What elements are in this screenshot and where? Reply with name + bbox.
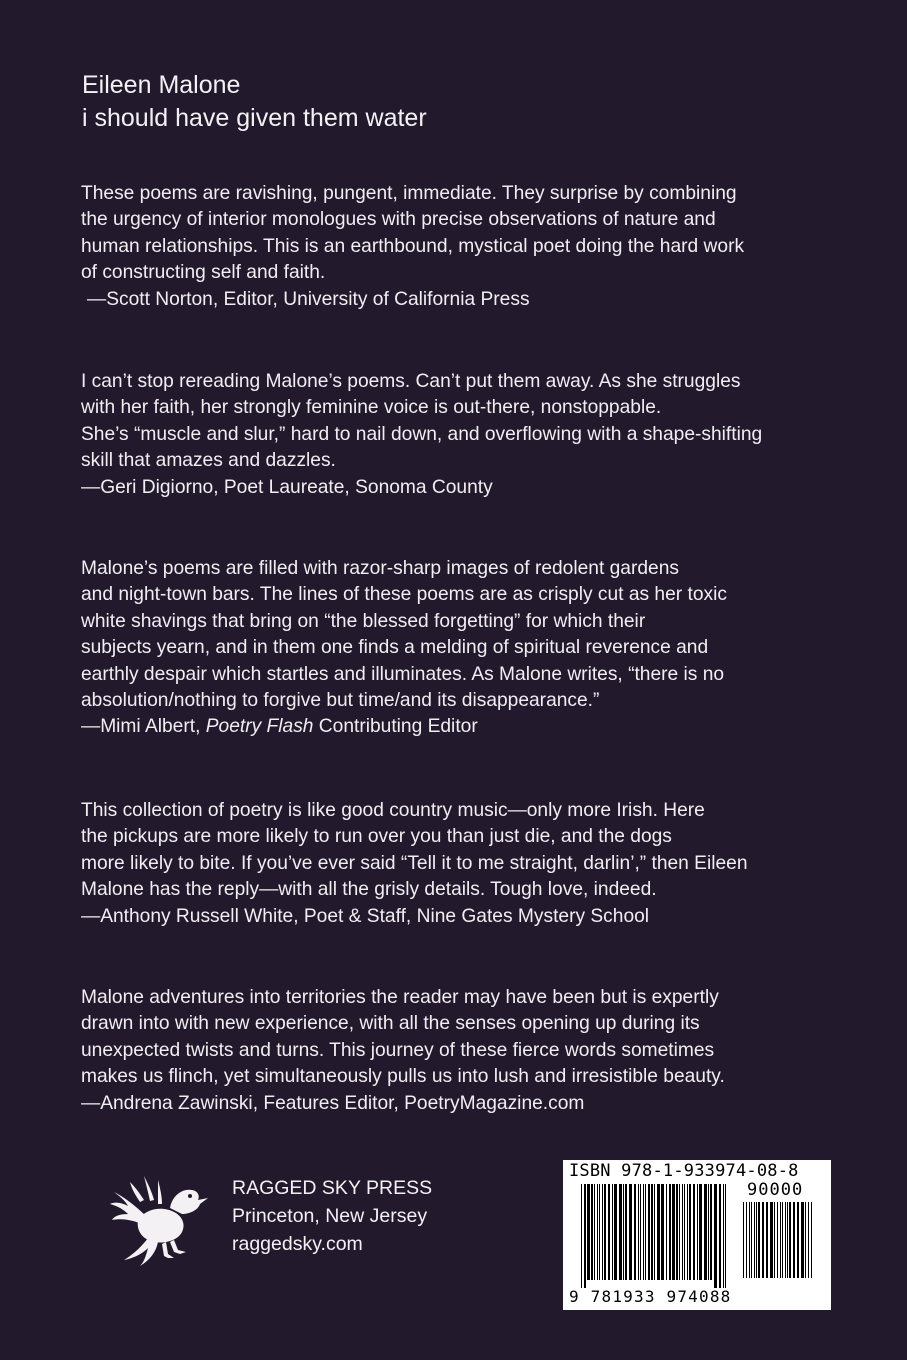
barcode-bar [638, 1184, 639, 1280]
barcode-bar [704, 1184, 707, 1280]
barcode-bars [581, 1184, 731, 1288]
barcode-bar [793, 1202, 795, 1278]
barcode-bar [758, 1202, 760, 1278]
blurb-attribution: —Geri Digiorno, Poet Laureate, Sonoma County [81, 476, 493, 498]
barcode-bar [645, 1184, 646, 1280]
barcode-bar [687, 1184, 688, 1280]
barcode-bar [697, 1184, 698, 1280]
barcode-bar [599, 1184, 600, 1280]
barcode-bar [684, 1184, 685, 1280]
publisher-name: RAGGED SKY PRESS [232, 1177, 433, 1199]
barcode-bar [654, 1184, 655, 1280]
barcode-bar [749, 1202, 750, 1278]
publisher-info [232, 1174, 432, 1258]
barcode-bar [693, 1184, 695, 1280]
barcode-bar [657, 1184, 660, 1280]
barcode-bar [714, 1184, 717, 1288]
author-name: Eileen Malone [82, 71, 241, 99]
blurb-attribution: —Scott Norton, Editor, University of California Press [87, 288, 530, 310]
blurb-text: Malone adventures into territories the reader may have been but is expertly drawn into with new experience, with all the senses opening up during its unexpected twists and turns. This journey of these fierce words sometimes makes us flinch, yet simultaneously pulls us into lush and irresistible beauty. [81, 987, 725, 1088]
blurb-2 [81, 369, 821, 501]
barcode-bar [746, 1202, 747, 1278]
blurb-4 [81, 798, 821, 930]
barcode-bar [651, 1184, 653, 1280]
barcode-bar [666, 1184, 667, 1280]
isbn-barcode [563, 1160, 831, 1310]
barcode-bar [623, 1184, 624, 1280]
barcode-bar [725, 1184, 726, 1288]
barcode-bar [797, 1202, 799, 1278]
cover-header [82, 69, 427, 135]
barcode-bar [594, 1184, 595, 1280]
barcode-bar [723, 1184, 724, 1288]
barcode-bar [625, 1184, 627, 1280]
barcode-bar [614, 1184, 617, 1280]
publisher-website[interactable]: raggedsky.com [232, 1233, 363, 1255]
addon-barcode-bars [743, 1202, 815, 1286]
blurb-3 [81, 556, 821, 741]
barcode-bar [672, 1184, 675, 1280]
barcode-bar [669, 1184, 671, 1280]
barcode-digits: 9 781933 974088 [569, 1287, 732, 1306]
blurb-text: I can’t stop rereading Malone’s poems. Can’t put them away. As she struggles with her faith, her strongly feminine voice is out-there, nonstoppable. She’s “muscle and slur,” hard to nail down, and overflowing with a shape-shifting skill that amazes and dazzles. [81, 371, 763, 472]
barcode-bar [608, 1184, 610, 1280]
barcode-bar [708, 1184, 709, 1280]
barcode-bar [676, 1184, 678, 1280]
barcode-bar [612, 1184, 613, 1280]
barcode-bar [754, 1202, 755, 1278]
blurb-text: Malone’s poems are filled with razor-sharp images of redolent gardens and night-town bars. The lines of these poems are as crisply cut as her toxic white shavings that bring on “the blessed forgetting” for which their subjects yearn, and in them one finds a melding of spiritual reverence and earthly despair which startles and illuminates. As Malone writes, “there is no absolution/nothing to forgive but time/and its disappearance.” [81, 558, 727, 712]
barcode-bar [811, 1202, 812, 1278]
barcode-bar [604, 1184, 606, 1280]
barcode-bar [751, 1202, 752, 1278]
barcode-bar [648, 1184, 650, 1280]
barcode-bar [756, 1202, 757, 1278]
barcode-bar [787, 1202, 788, 1278]
blurb-attribution: —Anthony Russell White, Poet & Staff, Nine Gates Mystery School [81, 905, 650, 927]
barcode-bar [629, 1184, 632, 1280]
barcode-bar [640, 1184, 641, 1280]
barcode-bar [766, 1202, 768, 1278]
barcode-bar [777, 1202, 778, 1278]
barcode-bar [619, 1184, 622, 1280]
barcode-bar [805, 1202, 806, 1278]
publication-name: Poetry Flash [205, 716, 314, 738]
barcode-bar [597, 1184, 598, 1280]
barcode-bar [743, 1202, 744, 1278]
barcode-bar [682, 1184, 683, 1280]
book-title: i should have given them water [82, 104, 427, 132]
barcode-bar [774, 1202, 775, 1278]
barcode-bar [591, 1184, 593, 1280]
blurb-attribution: —Andrena Zawinski, Features Editor, PoetryMagazine.com [81, 1092, 585, 1114]
barcode-bar [770, 1202, 773, 1278]
isbn-label: ISBN 978-1-933974-08-8 [569, 1161, 799, 1181]
blurb-1 [81, 181, 821, 313]
barcode-bar [581, 1184, 582, 1288]
barcode-bar [808, 1202, 809, 1278]
barcode-bar [719, 1184, 721, 1288]
barcode-bar [801, 1202, 804, 1278]
barcode-bar [689, 1184, 691, 1280]
barcode-bar [780, 1202, 781, 1278]
bird-icon [108, 1168, 218, 1268]
barcode-bar [789, 1202, 791, 1278]
barcode-bar [710, 1184, 712, 1280]
blurb-attribution: —Mimi Albert, Poetry Flash Contributing Editor [81, 716, 478, 738]
blurb-text: This collection of poetry is like good country music—only more Irish. Here the pickups are more likely to run over you than just die, and the dogs more likely to bite. If you’ve ever said “Tell it to me straight, darlin’,” then Eileen Malone has the reply—with all the grisly details. Tough love, indeed. [81, 800, 748, 901]
publisher-location: Princeton, New Jersey [232, 1205, 428, 1227]
barcode-bar [643, 1184, 644, 1280]
barcode-bar [661, 1184, 664, 1280]
barcode-bar [584, 1184, 586, 1288]
barcode-bar [634, 1184, 636, 1280]
barcode-bar [679, 1184, 680, 1280]
barcode-bar [762, 1202, 764, 1278]
blurb-text: These poems are ravishing, pungent, immediate. They surprise by combining the urgency of interior monologues with precise observations of nature and human relationships. This is an earthbound, mystical poet doing the hard work of constructing self and faith. [81, 183, 745, 284]
blurb-5 [81, 985, 821, 1117]
barcode-bar [782, 1202, 783, 1278]
barcode-bar [785, 1202, 786, 1278]
barcode-bar [602, 1184, 603, 1280]
barcode-bar [587, 1184, 590, 1280]
price-code: 90000 [747, 1180, 804, 1200]
barcode-bar [699, 1184, 702, 1280]
